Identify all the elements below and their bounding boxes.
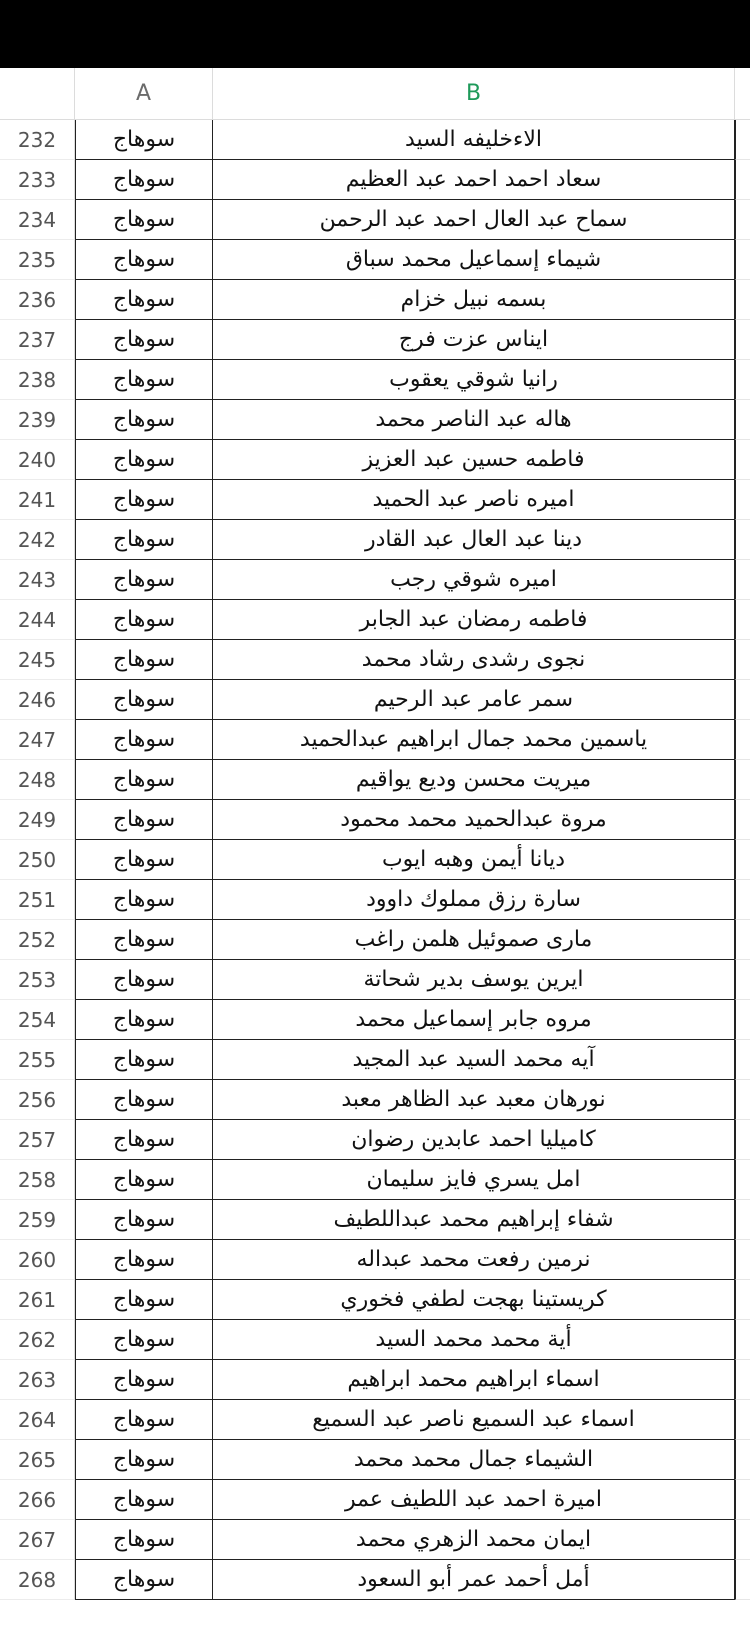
cell-governorate[interactable]: سوهاج xyxy=(75,1560,213,1600)
cell-name[interactable]: كريستينا بهجت لطفي فخوري xyxy=(213,1280,735,1320)
cell-column-c[interactable] xyxy=(735,1480,750,1520)
cell-governorate[interactable]: سوهاج xyxy=(75,400,213,440)
cell-column-c[interactable] xyxy=(735,880,750,920)
cell-governorate[interactable]: سوهاج xyxy=(75,320,213,360)
cell-governorate[interactable]: سوهاج xyxy=(75,840,213,880)
cell-name[interactable]: سمر عامر عبد الرحيم xyxy=(213,680,735,720)
cell-column-c[interactable] xyxy=(735,240,750,280)
table-row xyxy=(0,120,750,160)
status-bar xyxy=(0,0,750,68)
cell-name[interactable]: امل يسري فايز سليمان xyxy=(213,1160,735,1200)
cell-name[interactable]: مروة عبدالحميد محمد محمود xyxy=(213,800,735,840)
cell-column-c[interactable] xyxy=(735,480,750,520)
cell-column-c[interactable] xyxy=(735,1080,750,1120)
cell-name[interactable]: سماح عبد العال احمد عبد الرحمن xyxy=(213,200,735,240)
table-row xyxy=(0,320,750,360)
table-row xyxy=(0,480,750,520)
row-number[interactable]: 239 xyxy=(0,400,75,440)
cell-name[interactable]: شيماء إسماعيل محمد سباق xyxy=(213,240,735,280)
cell-governorate[interactable]: سوهاج xyxy=(75,1080,213,1120)
cell-governorate[interactable]: سوهاج xyxy=(75,1040,213,1080)
table-row xyxy=(0,360,750,400)
cell-column-c[interactable] xyxy=(735,1240,750,1280)
row-number[interactable]: 250 xyxy=(0,840,75,880)
cell-name[interactable]: اميره ناصر عبد الحميد xyxy=(213,480,735,520)
cell-governorate[interactable]: سوهاج xyxy=(75,640,213,680)
row-number[interactable]: 260 xyxy=(0,1240,75,1280)
cell-governorate[interactable]: سوهاج xyxy=(75,1120,213,1160)
cell-column-c[interactable] xyxy=(735,520,750,560)
row-number[interactable]: 235 xyxy=(0,240,75,280)
cell-name[interactable]: أمل أحمد عمر أبو السعود xyxy=(213,1560,735,1600)
cell-column-c[interactable] xyxy=(735,1360,750,1400)
cell-column-c[interactable] xyxy=(735,800,750,840)
cell-column-c[interactable] xyxy=(735,1160,750,1200)
row-number[interactable]: 261 xyxy=(0,1280,75,1320)
cell-name[interactable]: فاطمه رمضان عبد الجابر xyxy=(213,600,735,640)
cell-name[interactable]: ايناس عزت فرج xyxy=(213,320,735,360)
row-number[interactable]: 251 xyxy=(0,880,75,920)
table-row xyxy=(0,1320,750,1360)
cell-name[interactable]: كاميليا احمد عابدين رضوان xyxy=(213,1120,735,1160)
row-number[interactable]: 241 xyxy=(0,480,75,520)
cell-governorate[interactable]: سوهاج xyxy=(75,1400,213,1440)
column-header-a[interactable]: A xyxy=(75,68,213,120)
cell-name[interactable]: سعاد احمد احمد عبد العظيم xyxy=(213,160,735,200)
table-row xyxy=(0,680,750,720)
row-number[interactable]: 266 xyxy=(0,1480,75,1520)
cell-column-c[interactable] xyxy=(735,640,750,680)
cell-governorate[interactable]: سوهاج xyxy=(75,1440,213,1480)
table-row xyxy=(0,1520,750,1560)
table-row xyxy=(0,920,750,960)
row-number[interactable]: 248 xyxy=(0,760,75,800)
row-number[interactable]: 243 xyxy=(0,560,75,600)
table-row xyxy=(0,760,750,800)
cell-name[interactable]: الشيماء جمال محمد محمد xyxy=(213,1440,735,1480)
cell-governorate[interactable]: سوهاج xyxy=(75,1160,213,1200)
row-number[interactable]: 264 xyxy=(0,1400,75,1440)
table-row xyxy=(0,1120,750,1160)
cell-column-c[interactable] xyxy=(735,720,750,760)
cell-name[interactable]: ايمان محمد الزهري محمد xyxy=(213,1520,735,1560)
row-number[interactable]: 246 xyxy=(0,680,75,720)
cell-name[interactable]: نجوى رشدى رشاد محمد xyxy=(213,640,735,680)
cell-governorate[interactable]: سوهاج xyxy=(75,680,213,720)
table-row xyxy=(0,1040,750,1080)
row-number[interactable]: 236 xyxy=(0,280,75,320)
table-row xyxy=(0,880,750,920)
cell-column-c[interactable] xyxy=(735,1000,750,1040)
cell-column-c[interactable] xyxy=(735,1120,750,1160)
row-number[interactable]: 240 xyxy=(0,440,75,480)
cell-name[interactable]: ميريت محسن وديع يواقيم xyxy=(213,760,735,800)
cell-name[interactable]: سارة رزق مملوك داوود xyxy=(213,880,735,920)
cell-governorate[interactable]: سوهاج xyxy=(75,280,213,320)
cell-name[interactable]: نرمين رفعت محمد عبداله xyxy=(213,1240,735,1280)
column-header-row xyxy=(0,68,750,120)
cell-governorate[interactable]: سوهاج xyxy=(75,240,213,280)
cell-name[interactable]: نورهان معبد عبد الظاهر معبد xyxy=(213,1080,735,1120)
cell-column-c[interactable] xyxy=(735,1040,750,1080)
cell-column-c[interactable] xyxy=(735,280,750,320)
cell-name[interactable]: الاءخليفه السيد xyxy=(213,120,735,160)
cell-governorate[interactable]: سوهاج xyxy=(75,880,213,920)
cell-column-c[interactable] xyxy=(735,320,750,360)
row-number[interactable]: 257 xyxy=(0,1120,75,1160)
table-row xyxy=(0,1480,750,1520)
table-row xyxy=(0,160,750,200)
row-number[interactable]: 242 xyxy=(0,520,75,560)
table-row xyxy=(0,1160,750,1200)
table-row xyxy=(0,240,750,280)
row-number[interactable]: 245 xyxy=(0,640,75,680)
cell-governorate[interactable]: سوهاج xyxy=(75,1480,213,1520)
cell-column-c[interactable] xyxy=(735,960,750,1000)
cell-column-c[interactable] xyxy=(735,1440,750,1480)
column-header-b[interactable]: B xyxy=(213,68,735,120)
row-number[interactable]: 244 xyxy=(0,600,75,640)
cell-name[interactable]: اميرة احمد عبد اللطيف عمر xyxy=(213,1480,735,1520)
cell-column-c[interactable] xyxy=(735,120,750,160)
cell-governorate[interactable]: سوهاج xyxy=(75,480,213,520)
cell-governorate[interactable]: سوهاج xyxy=(75,160,213,200)
table-row xyxy=(0,1280,750,1320)
cell-governorate[interactable]: سوهاج xyxy=(75,1280,213,1320)
row-number[interactable]: 238 xyxy=(0,360,75,400)
cell-name[interactable]: مروه جابر إسماعيل محمد xyxy=(213,1000,735,1040)
row-number[interactable]: 237 xyxy=(0,320,75,360)
row-number[interactable]: 268 xyxy=(0,1560,75,1600)
table-row xyxy=(0,640,750,680)
table-row xyxy=(0,400,750,440)
row-number[interactable]: 255 xyxy=(0,1040,75,1080)
row-number[interactable]: 252 xyxy=(0,920,75,960)
row-number[interactable]: 253 xyxy=(0,960,75,1000)
table-row xyxy=(0,1240,750,1280)
table-row xyxy=(0,1360,750,1400)
table-row xyxy=(0,720,750,760)
select-all-corner[interactable] xyxy=(0,68,75,120)
cell-name[interactable]: شفاء إبراهيم محمد عبداللطيف xyxy=(213,1200,735,1240)
row-number[interactable]: 258 xyxy=(0,1160,75,1200)
cell-governorate[interactable]: سوهاج xyxy=(75,360,213,400)
cell-governorate[interactable]: سوهاج xyxy=(75,200,213,240)
cell-name[interactable]: ايرين يوسف بدير شحاتة xyxy=(213,960,735,1000)
cell-governorate[interactable]: سوهاج xyxy=(75,720,213,760)
row-number[interactable]: 254 xyxy=(0,1000,75,1040)
row-number[interactable]: 259 xyxy=(0,1200,75,1240)
table-row xyxy=(0,840,750,880)
cell-governorate[interactable]: سوهاج xyxy=(75,1000,213,1040)
cell-name[interactable]: رانيا شوقي يعقوب xyxy=(213,360,735,400)
cell-name[interactable]: ديانا أيمن وهبه ايوب xyxy=(213,840,735,880)
cell-column-c[interactable] xyxy=(735,1400,750,1440)
table-row xyxy=(0,1200,750,1240)
table-row xyxy=(0,200,750,240)
spreadsheet-grid[interactable] xyxy=(0,68,750,1625)
row-number[interactable]: 233 xyxy=(0,160,75,200)
row-number[interactable]: 234 xyxy=(0,200,75,240)
cell-name[interactable]: اسماء ابراهيم محمد ابراهيم xyxy=(213,1360,735,1400)
cell-governorate[interactable]: سوهاج xyxy=(75,1200,213,1240)
row-number[interactable]: 247 xyxy=(0,720,75,760)
cell-name[interactable]: فاطمه حسين عبد العزيز xyxy=(213,440,735,480)
table-row xyxy=(0,560,750,600)
cell-column-c[interactable] xyxy=(735,1560,750,1600)
cell-column-c[interactable] xyxy=(735,600,750,640)
cell-name[interactable]: اسماء عبد السميع ناصر عبد السميع xyxy=(213,1400,735,1440)
table-row xyxy=(0,1440,750,1480)
cell-name[interactable]: دينا عبد العال عبد القادر xyxy=(213,520,735,560)
table-row xyxy=(0,1560,750,1600)
table-row xyxy=(0,600,750,640)
table-row xyxy=(0,1400,750,1440)
cell-column-c[interactable] xyxy=(735,680,750,720)
row-number[interactable]: 263 xyxy=(0,1360,75,1400)
cell-governorate[interactable]: سوهاج xyxy=(75,1520,213,1560)
cell-governorate[interactable]: سوهاج xyxy=(75,800,213,840)
rows-container xyxy=(0,120,750,1600)
cell-governorate[interactable]: سوهاج xyxy=(75,600,213,640)
cell-column-c[interactable] xyxy=(735,200,750,240)
cell-governorate[interactable]: سوهاج xyxy=(75,440,213,480)
cell-column-c[interactable] xyxy=(735,560,750,600)
cell-name[interactable]: آيه محمد السيد عبد المجيد xyxy=(213,1040,735,1080)
table-row xyxy=(0,520,750,560)
row-number[interactable]: 262 xyxy=(0,1320,75,1360)
cell-name[interactable]: أية محمد محمد السيد xyxy=(213,1320,735,1360)
cell-governorate[interactable]: سوهاج xyxy=(75,120,213,160)
cell-column-c[interactable] xyxy=(735,1200,750,1240)
cell-column-c[interactable] xyxy=(735,440,750,480)
cell-name[interactable]: مارى صموئيل هلمن راغب xyxy=(213,920,735,960)
row-number[interactable]: 267 xyxy=(0,1520,75,1560)
cell-column-c[interactable] xyxy=(735,1280,750,1320)
cell-name[interactable]: ياسمين محمد جمال ابراهيم عبدالحميد xyxy=(213,720,735,760)
cell-name[interactable]: اميره شوقي رجب xyxy=(213,560,735,600)
cell-column-c[interactable] xyxy=(735,920,750,960)
cell-governorate[interactable]: سوهاج xyxy=(75,1360,213,1400)
table-row xyxy=(0,960,750,1000)
table-row xyxy=(0,1000,750,1040)
cell-governorate[interactable]: سوهاج xyxy=(75,560,213,600)
table-row xyxy=(0,440,750,480)
cell-governorate[interactable]: سوهاج xyxy=(75,960,213,1000)
row-number[interactable]: 249 xyxy=(0,800,75,840)
row-number[interactable]: 265 xyxy=(0,1440,75,1480)
row-number[interactable]: 232 xyxy=(0,120,75,160)
table-row xyxy=(0,800,750,840)
cell-column-c[interactable] xyxy=(735,1320,750,1360)
row-number[interactable]: 256 xyxy=(0,1080,75,1120)
cell-column-c[interactable] xyxy=(735,840,750,880)
cell-column-c[interactable] xyxy=(735,160,750,200)
cell-column-c[interactable] xyxy=(735,1520,750,1560)
table-row xyxy=(0,1080,750,1120)
cell-name[interactable]: بسمه نبيل خزام xyxy=(213,280,735,320)
cell-governorate[interactable]: سوهاج xyxy=(75,1320,213,1360)
cell-governorate[interactable]: سوهاج xyxy=(75,920,213,960)
cell-governorate[interactable]: سوهاج xyxy=(75,520,213,560)
cell-column-c[interactable] xyxy=(735,360,750,400)
table-row xyxy=(0,280,750,320)
cell-name[interactable]: هاله عبد الناصر محمد xyxy=(213,400,735,440)
cell-governorate[interactable]: سوهاج xyxy=(75,760,213,800)
cell-governorate[interactable]: سوهاج xyxy=(75,1240,213,1280)
cell-column-c[interactable] xyxy=(735,400,750,440)
cell-column-c[interactable] xyxy=(735,760,750,800)
